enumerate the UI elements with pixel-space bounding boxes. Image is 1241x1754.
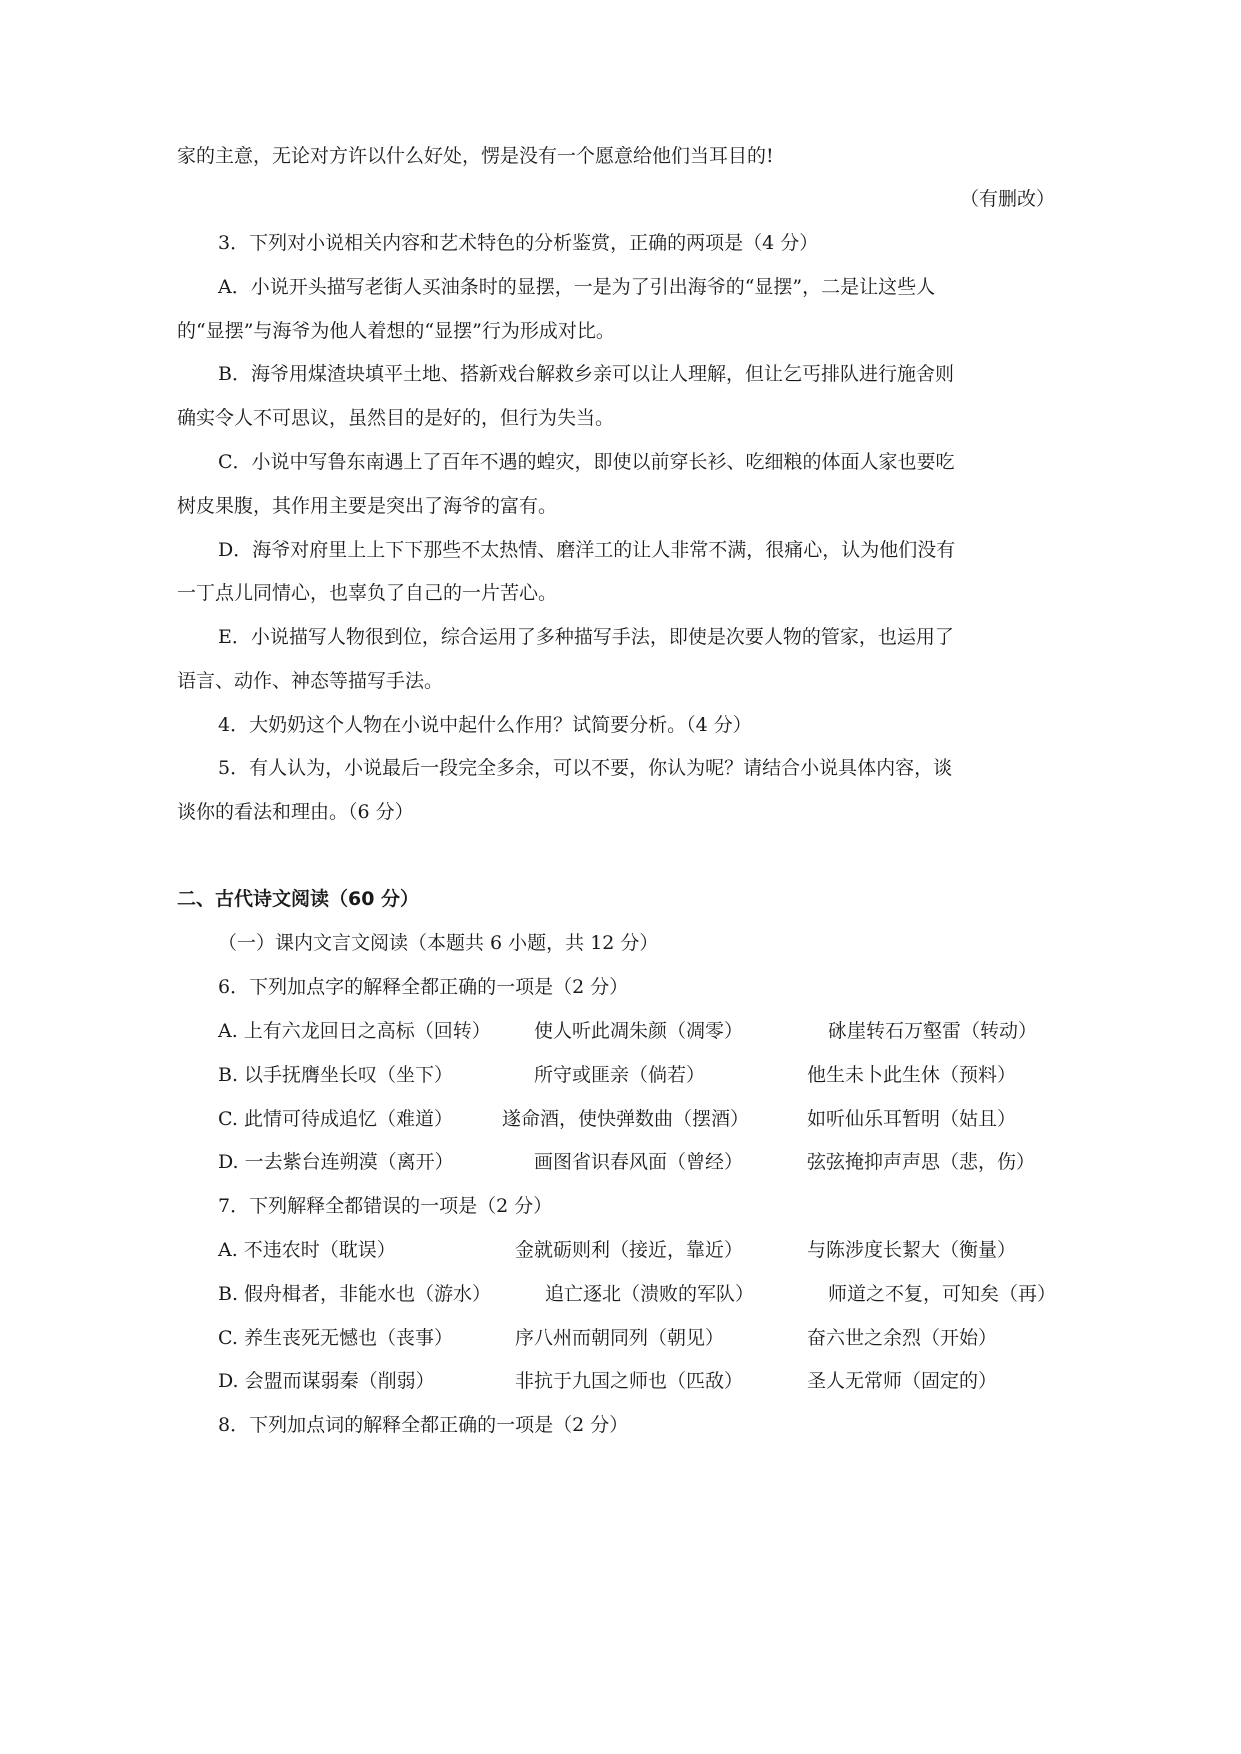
- q6-option-a-3: 砯崖转石万壑雷（转动）: [828, 1020, 1038, 1042]
- q7-option-b-2: 追亡逐北（溃败的军队）: [545, 1283, 755, 1305]
- q7-option-a-1: A. 不违农时（耽误）: [218, 1239, 396, 1261]
- q3-option-c-line1: C．小说中写鲁东南遇上了百年不遇的蝗灾，即使以前穿长衫、吃细粮的体面人家也要吃: [218, 451, 955, 473]
- question-5-line1: 5．有人认为，小说最后一段完全多余，可以不要，你认为呢？请结合小说具体内容，谈: [218, 757, 953, 779]
- q3-option-a-line2: 的“显摆”与海爷为他人着想的“显摆”行为形成对比。: [177, 320, 615, 342]
- q6-option-d-3: 弦弦掩抑声声思（悲，伤）: [807, 1151, 1036, 1173]
- q7-option-a-2: 金就砺则利（接近，靠近）: [515, 1239, 744, 1261]
- q7-option-c-3: 奋六世之余烈（开始）: [807, 1327, 998, 1349]
- q6-option-c-1: C. 此情可待成追忆（难道）: [218, 1108, 453, 1130]
- q3-option-b-line1: B．海爷用煤渣块填平土地、搭新戏台解救乡亲可以让人理解，但让乞丐排队进行施舍则: [218, 363, 954, 385]
- q6-option-d-1: D. 一去紫台连朔漠（离开）: [218, 1151, 454, 1173]
- question-8-stem: 8．下列加点词的解释全都正确的一项是（2 分）: [218, 1414, 629, 1436]
- q3-option-e-line1: E．小说描写人物很到位，综合运用了多种描写手法，即使是次要人物的管家，也运用了: [218, 626, 954, 648]
- question-6-stem: 6．下列加点字的解释全都正确的一项是（2 分）: [218, 976, 629, 998]
- q3-option-c-line2: 树皮果腹，其作用主要是突出了海爷的富有。: [177, 495, 558, 517]
- question-7-stem: 7．下列解释全都错误的一项是（2 分）: [218, 1195, 553, 1217]
- q6-option-b-3: 他生未卜此生休（预料）: [807, 1064, 1017, 1086]
- q7-option-d-3: 圣人无常师（固定的）: [807, 1370, 998, 1392]
- question-3-stem: 3．下列对小说相关内容和艺术特色的分析鉴赏，正确的两项是（4 分）: [218, 232, 819, 254]
- q6-option-b-2: 所守或匪亲（倘若）: [534, 1064, 706, 1086]
- q3-option-d-line1: D．海爷对府里上上下下那些不太热情、磨洋工的让人非常不满，很痛心，认为他们没有: [218, 539, 956, 561]
- q7-option-d-1: D. 会盟而谋弱秦（削弱）: [218, 1370, 435, 1392]
- q3-option-d-line2: 一丁点儿同情心，也辜负了自己的一片苦心。: [177, 582, 558, 604]
- q3-option-b-line2: 确实令人不可思议，虽然目的是好的，但行为失当。: [177, 407, 615, 429]
- q7-option-c-2: 序八州而朝同列（朝见）: [515, 1327, 725, 1349]
- q7-option-d-2: 非抗于九国之师也（匹敌）: [515, 1370, 744, 1392]
- section-2-title: 二、古代诗文阅读（60 分）: [177, 888, 420, 910]
- q7-option-c-1: C. 养生丧死无憾也（丧事）: [218, 1327, 453, 1349]
- question-4: 4．大奶奶这个人物在小说中起什么作用？试简要分析。（4 分）: [218, 714, 752, 736]
- q6-option-d-2: 画图省识春风面（曾经）: [534, 1151, 744, 1173]
- question-5-line2: 谈你的看法和理由。（6 分）: [177, 801, 414, 823]
- q6-option-a-2: 使人听此凋朱颜（凋零）: [534, 1020, 744, 1042]
- q7-option-b-3: 师道之不复，可知矣（再）: [828, 1283, 1057, 1305]
- q3-option-e-line2: 语言、动作、神态等描写手法。: [177, 670, 444, 692]
- source-note: （有删改）: [959, 188, 1055, 210]
- q6-option-b-1: B. 以手抚膺坐长叹（坐下）: [218, 1064, 454, 1086]
- q3-option-a-line1: A．小说开头描写老街人买油条时的显摆，一是为了引出海爷的“显摆”，二是让这些人: [218, 276, 936, 298]
- q7-option-a-3: 与陈涉度长絜大（衡量）: [807, 1239, 1017, 1261]
- q6-option-a-1: A. 上有六龙回日之高标（回转）: [218, 1020, 491, 1042]
- q6-option-c-3: 如听仙乐耳暂明（姑且）: [807, 1108, 1017, 1130]
- section-2-sub1: （一）课内文言文阅读（本题共 6 小题，共 12 分）: [218, 932, 659, 954]
- q7-option-b-1: B. 假舟楫者，非能水也（游水）: [218, 1283, 492, 1305]
- q6-option-c-2: 遂命酒，使快弹数曲（摆酒）: [502, 1108, 750, 1130]
- passage-last-line: 家的主意，无论对方许以什么好处，愣是没有一个愿意给他们当耳目的!: [177, 145, 774, 167]
